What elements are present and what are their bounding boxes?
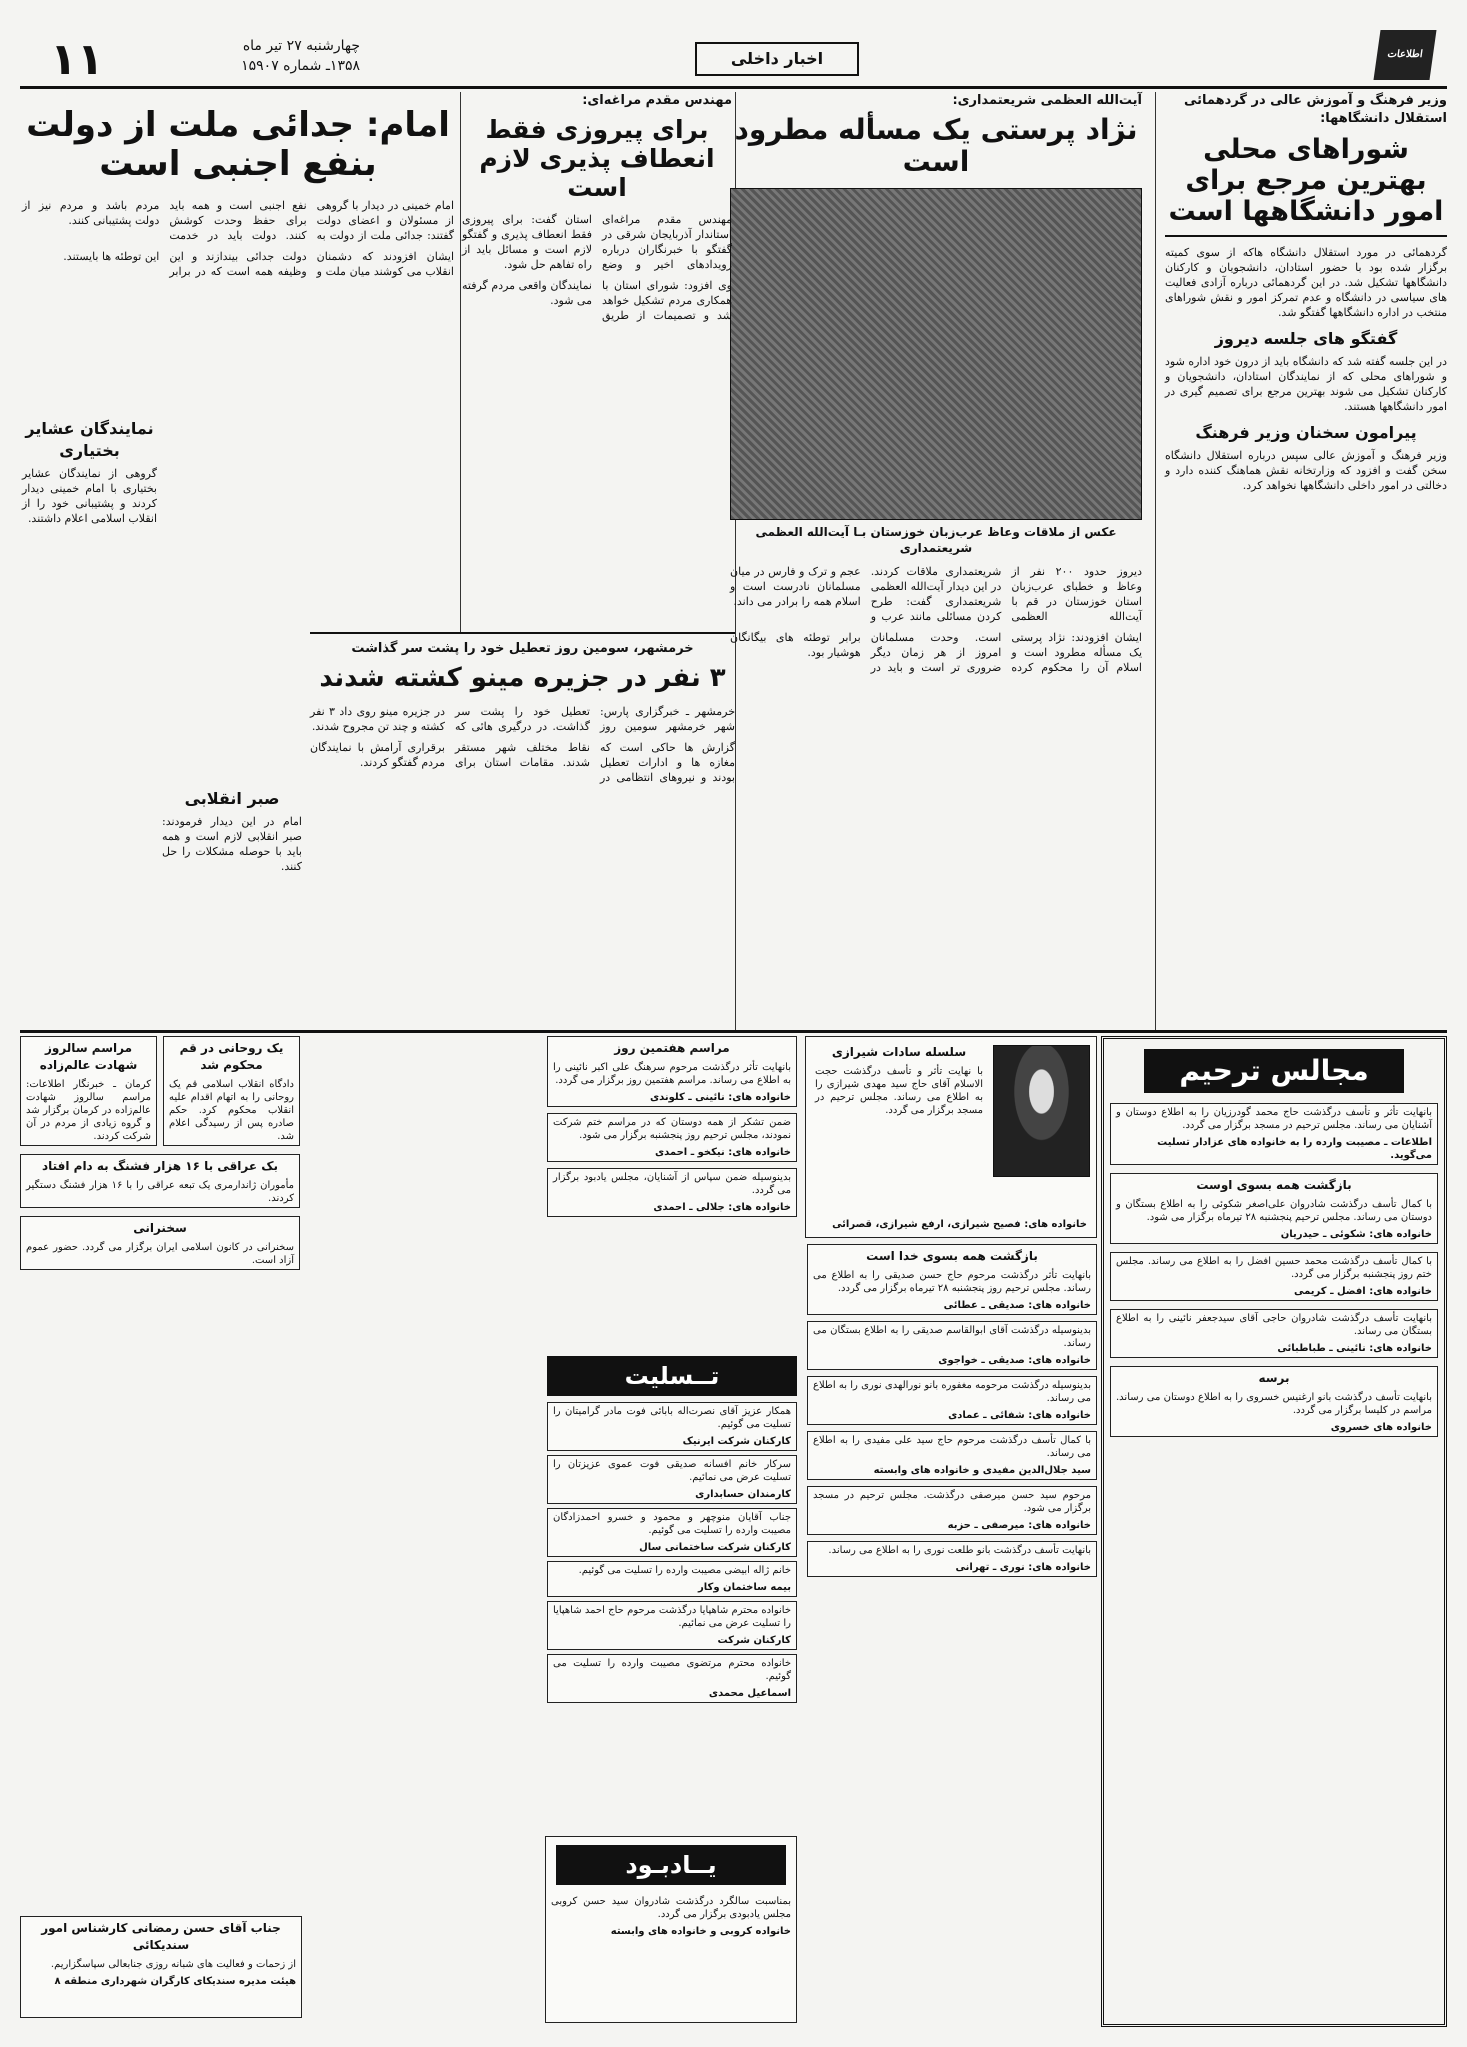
brief-body: مأموران ژاندارمری یک تبعه عراقی را با ۱۶ هزار فشنگ دستگیر کردند. (26, 1180, 294, 1204)
tasliyat-family: کارکنان شرکت ایرنیک (682, 1436, 791, 1447)
remembrance-text (546, 1893, 796, 1940)
tasliyat-item (547, 1455, 797, 1504)
tasliyat-block (547, 1356, 797, 1707)
memorial-family: خانواده های: جلالی ـ احمدی (653, 1202, 791, 1213)
article-headline: شوراهای محلی بهترین مرجع برای امور دانشگاهها است (1168, 134, 1444, 228)
notice-title: بازگشت همه بسوی خدا است (866, 1249, 1038, 1263)
notice-family: خانواده های: شفائی ـ عمادی (948, 1410, 1091, 1421)
column-rule (460, 92, 461, 632)
article-body: گروهی از نمایندگان عشایر بختیاری با امام خمینی دیدار کردند و پشتیبانی خود را از انقلاب اسلامی اعلام داشتند. (22, 467, 157, 525)
memorial-item (547, 1168, 797, 1217)
notice-item (807, 1376, 1097, 1425)
notice-family: خانواده های: نوری ـ تهرانی (955, 1562, 1091, 1573)
article-subhead: گفتگو های جلسه دیروز (1214, 329, 1398, 349)
memorial-body: ضمن تشکر از همه دوستان که در مراسم ختم شرکت نمودند، مجلس ترحیم روز پنجشنبه برگزار می شود. (553, 1117, 791, 1141)
tasliyat-item (547, 1601, 797, 1650)
condolence-body: بانهایت تأسف درگذشت شادروان حاجی آقای سیدجعفر نائینی را به اطلاع بستگان می رساند. (1116, 1313, 1432, 1337)
notice-body: بدینوسیله درگذشت مرحومه مغفوره بانو نورالهدی نوری را به اطلاع می رساند. (813, 1380, 1091, 1404)
memorial-family: خانواده های: نیکخو ـ احمدی (654, 1147, 791, 1158)
tasliyat-banner: تــسلیت (547, 1356, 797, 1396)
notice-item (807, 1431, 1097, 1480)
salroz-brief (20, 1036, 157, 1146)
tasliyat-family: بیمه ساختمان وکار (698, 1582, 791, 1593)
classifieds-area (20, 1036, 1447, 2027)
newspaper-logo: اطلاعات (1373, 30, 1436, 80)
notice-item (807, 1244, 1097, 1315)
tasliyat-item (547, 1508, 797, 1557)
brief-title: مراسم سالروز شهادت عالم‌زاده (39, 1041, 138, 1072)
masthead (20, 28, 1447, 89)
remembrance-family: خانواده کروبی و خانواده های وابسته (610, 1926, 791, 1937)
condolence-family: خانواده های خسروی (1330, 1422, 1432, 1433)
article-kicker: خرمشهر، سومین روز تعطیل خود را پشت سر گذاشت (351, 641, 694, 656)
article-headline: نژاد پرستی یک مسأله مطرود است (734, 113, 1138, 179)
tasliyat-family: کارمندان حسابداری (695, 1489, 791, 1500)
article-subhead: پیرامون سخنان وزیر فرهنگ (1195, 423, 1417, 443)
memorial-item (547, 1036, 797, 1107)
article-headline: برای پیروزی فقط انعطاف پذیری لازم است (479, 115, 715, 202)
middle-ads (807, 1244, 1097, 1583)
condolence-list (1110, 1103, 1438, 1445)
sadat-body: با نهایت تأثر و تأسف درگذشت حجت الاسلام آقای حاج سید مهدی شیرازی را به اطلاع می رساند. مجلس ترحیم در مسجد برگزار می گردد. (815, 1066, 983, 1116)
article-imam-patience (162, 780, 302, 874)
article-subhead: نمایندگان عشایر بختیاری (25, 419, 154, 460)
article-subhead: صبر انقلابی (184, 789, 280, 808)
ads-separator (20, 1030, 1447, 1033)
article-body: وی افزود: شورای استان با همکاری مردم تشکیل خواهد شد و تصمیمات از طریق نمایندگان واقعی مردم گرفته می شود. (462, 279, 732, 323)
condolence-body: با کمال تأسف درگذشت شادروان علی‌اصغر شکوئی را به اطلاع بستگان و دوستان می رساند. مجلس ترحیم پنجشنبه ۲۸ تیرماه برگزار می شود. (1116, 1199, 1433, 1223)
condolence-item (1110, 1103, 1438, 1165)
remembrance-ad (545, 1836, 797, 2023)
article-body: گردهمائی در مورد استقلال دانشگاه هاکه از سوی کمیته برگزار شده بود با حضور استادان، دانشجویان و کارکنان دانشگاهها تشکیل شد. در این گردهمائی درباره آزادی فعالیت های سیاسی در دانشگاه و عدم تمرکز امور و نقش شوراهای منتخب در اداره دانشگاهها گفتگو شد. (1165, 246, 1447, 320)
tasliyat-body: خانواده محترم شاهپایا درگذشت مرحوم حاج احمد شاهپایا را تسلیت عرض می نمائیم. (553, 1605, 791, 1629)
notice-body: بدینوسیله درگذشت آقای ابوالقاسم صدیقی را به اطلاع بستگان می رساند. (813, 1325, 1091, 1349)
article-body: گزارش ها حاکی است که مغازه ها و ادارات تعطیل بودند و نیروهای انتظامی در نقاط مختلف شهر مستقر شدند. مقامات استان برای برقراری آرامش با نمایندگان مردم گفتگو کردند. (310, 740, 735, 784)
condolence-banner: مجالس ترحیم (1144, 1049, 1404, 1093)
brief-body: دادگاه انقلاب اسلامی قم یک روحانی را به اتهام اقدام علیه انقلاب محکوم کرد. حکم صادره پس از رسیدگی اعلام شد. (169, 1079, 294, 1142)
article-imam-continued (22, 410, 157, 526)
condolence-item (1110, 1366, 1438, 1437)
memorial-title: مراسم هفتمین روز (614, 1041, 730, 1055)
notice-body: با کمال تأسف درگذشت مرحوم حاج سید علی مفیدی را به اطلاع می رساند. (813, 1435, 1091, 1459)
condolence-family: خانواده های: شکوئی ـ حیدریان (1280, 1229, 1432, 1240)
memorial-item (547, 1113, 797, 1162)
brief-title: بک عراقی با ۱۶ هزار فشنگ به دام افتاد (41, 1159, 279, 1173)
article-body: در این جلسه گفته شد که دانشگاه باید از درون خود اداره شود و شوراهای محلی که از نمایندگان استادان، دانشجویان و کارکنان تشکیل می شوند بهترین مرجع برای تصمیم گیری در امور دانشگاهها هستند. (1165, 355, 1447, 414)
sadat-ad (805, 1036, 1097, 1238)
notice-item (807, 1321, 1097, 1370)
article-khorramshahr (310, 640, 735, 785)
tasliyat-body: همکار عزیز آقای نصرت‌اله بابائی فوت مادر گرامیتان را تسلیت می گوئیم. (553, 1406, 791, 1430)
notice-family: خانواده های: میرصفی ـ حزبه (947, 1520, 1091, 1531)
tasliyat-family: کارکنان شرکت ساختمانی سال (639, 1542, 791, 1553)
photo-caption: عکس از ملاقات وعاظ عرب‌زبان خوزستان بـا آیت‌الله العظمی شریعتمداری (755, 525, 1117, 556)
article-imam (22, 92, 454, 279)
tasliyat-item (547, 1561, 797, 1597)
article-body: وزیر فرهنگ و آموزش عالی سپس درباره استقلال دانشگاه سخن گفت و افزود که وزارتخانه نقش هماهنگ کننده دارد و دخالتی در امور داخلی دانشگاهها نخواهد کرد. (1165, 449, 1447, 493)
condolence-item (1110, 1309, 1438, 1358)
issue-line: ۱۳۵۸ـ شماره ۱۵۹۰۷ (241, 58, 360, 74)
tasliyat-item (547, 1402, 797, 1451)
article-body: امام در این دیدار فرمودند: صبر انقلابی لازم است و همه باید با حوصله مشکلات را حل کنند. (162, 815, 302, 873)
brief-body: سخنرانی در کانون اسلامی ایران برگزار می گردد. حضور عموم آزاد است. (26, 1242, 294, 1266)
iraqi-brief (20, 1154, 300, 1208)
article-headline: ۳ نفر در جزیره مینو کشته شدند (319, 663, 726, 693)
article-kicker: وزیر فرهنگ و آموزش عالی در گردهمائی استقلال دانشگاهها: (1184, 93, 1447, 126)
article-body: ایشان افزودند: نژاد پرستی یک مسأله مطرود است و اسلام آن را محکوم کرده است. وحدت مسلمانان امروز از هر زمان دیگر ضروری تر است و باید در برابر توطئه های بیگانگان هوشیار بود. (730, 631, 1142, 675)
tasliyat-item (547, 1654, 797, 1703)
memorial-family: خانواده های: نائینی ـ کلوندی (649, 1092, 791, 1103)
column-rule (1155, 92, 1156, 1032)
notice-item (807, 1541, 1097, 1577)
appreciation-title: جناب آقای حسن رمضانی کارشناس امور سندیکائی (41, 1921, 281, 1952)
date-block (130, 36, 360, 76)
remembrance-body: بمناسبت سالگرد درگذشت شادروان سید حسن کروبی مجلس یادبودی برگزار می گردد. (551, 1896, 791, 1920)
appreciation-family: هیئت مدیره سندیکای کارگران شهرداری منطقه ۸ (54, 1976, 296, 1987)
date-line: چهارشنبه ۲۷ تیر ماه (242, 38, 360, 54)
appreciation-ad (20, 1916, 302, 2018)
brief-body: کرمان ـ خبرنگار اطلاعات: مراسم سالروز شهادت عالم‌زاده در کرمان برگزار شد و گروه زیادی از مردم در آن شرکت کردند. (26, 1079, 151, 1142)
condolence-body: بانهایت تأثر و تأسف درگذشت حاج محمد گودرزیان را به اطلاع دوستان و آشنایان می رساند. مجلس ترحیم در مسجد برگزار می گردد. (1116, 1107, 1432, 1131)
condolence-family: خانواده های: افضل ـ کریمی (1293, 1286, 1432, 1297)
tasliyat-body: سرکار خانم افسانه صدیقی فوت عموی عزیزتان را تسلیت عرض می نمائیم. (553, 1459, 791, 1483)
section-label: اخبار داخلی (695, 42, 859, 76)
condolence-family: اطلاعات ـ مصیبت وارده را به خانواده های عزادار تسلیت می‌گوید. (1157, 1137, 1432, 1161)
notice-family: خانواده های: صدیقی ـ عطائی (943, 1300, 1091, 1311)
notice-body: بانهایت تأسف درگذشت بانو طلعت نوری را به اطلاع می رساند. (828, 1545, 1091, 1556)
article-kicker: مهندس مقدم مراغه‌ای: (582, 93, 732, 108)
page-number: ۱۱ (50, 34, 104, 85)
article-education (1165, 92, 1447, 493)
article-headline: امام: جدائی ملت از دولت بنفع اجنبی است (26, 105, 450, 185)
condolence-frame (1101, 1036, 1447, 2027)
condolence-title: برسه (1258, 1371, 1290, 1385)
article-body: امام خمینی در دیدار با گروهی از مسئولان و اعضای دولت گفتند: جدائی ملت از دولت به نفع اجنبی است و همه باید برای حفظ وحدت کوشش کنند. دولت باید در خدمت مردم باشد و مردم نیز از دولت پشتیبانی کنند. (22, 199, 454, 243)
tasliyat-family: اسماعیل محمدی (708, 1688, 791, 1699)
sadat-family: خانواده های: فصیح شیرازی، ارفع شیرازی، قصرائی (832, 1219, 1087, 1230)
appreciation-body: از زحمات و فعالیت های شبانه روزی جنابعالی سپاسگزاریم. (50, 1959, 296, 1970)
condolence-item (1110, 1252, 1438, 1301)
tasliyat-body: خانم ژاله ابیضی مصیبت وارده را تسلیت می گوئیم. (578, 1565, 791, 1576)
article-body: مهندس مقدم مراغه‌ای استاندار آذربایجان شرقی در گفتگو با خبرنگاران درباره رویدادهای اخیر و وضع استان گفت: برای پیروزی فقط انعطاف پذیری و گفتگو لازم است و مسائل باید از راه تفاهم حل شود. (462, 213, 732, 272)
notice-body: بانهایت تأثر درگذشت مرحوم حاج حسن صدیقی را به اطلاع می رساند. مجلس ترحیم روز پنجشنبه ۲۸ تیرماه برگزار می گردد. (813, 1270, 1091, 1294)
sadat-text (810, 1041, 988, 1119)
notice-family: خانواده های: صدیقی ـ خواجوی (938, 1355, 1091, 1366)
cleric-sentence-brief (163, 1036, 300, 1146)
memorial-body: بدینوسیله ضمن سپاس از آشنایان، مجلس یادبود برگزار می گردد. (553, 1172, 791, 1196)
tasliyat-family: کارکنان شرکت (717, 1635, 791, 1646)
condolence-family: خانواده های: نائینی ـ طباطبائی (1277, 1343, 1432, 1354)
condolence-title: بازگشت همه بسوی اوست (1196, 1178, 1352, 1192)
sadat-title: سلسله سادات شیرازی (831, 1045, 967, 1059)
memorial-body: بانهایت تأثر درگذشت مرحوم سرهنگ علی اکبر نائینی را به اطلاع می رساند. مراسم هفتمین روز برگزار می گردد. (553, 1062, 791, 1086)
cleric-portrait (993, 1045, 1090, 1177)
speech-brief (20, 1216, 300, 1270)
briefs-row (20, 1036, 300, 1146)
meeting-photo (730, 188, 1142, 520)
tasliyat-body: جناب آقایان منوچهر و محمود و خسرو احمدزادگان مصیبت وارده را تسلیت می گوئیم. (553, 1512, 791, 1536)
brief-title: یک روحانی در قم محکوم شد (179, 1041, 284, 1072)
article-kicker: آیت‌الله العظمی شریعتمداری: (952, 93, 1142, 108)
remembrance-banner: یــادبـود (556, 1845, 786, 1885)
notice-family: سید جلال‌الدین مفیدی و خانواده های وابسته (873, 1465, 1091, 1476)
memorial-ads (547, 1036, 797, 1223)
section-rule (310, 632, 735, 634)
article-body: خرمشهر ـ خبرگزاری پارس: شهر خرمشهر سومین روز تعطیل خود را پشت سر گذاشت. در درگیری هائی که در جزیره مینو روی داد ۳ نفر کشته و چند تن مجروح شدند. (310, 704, 735, 733)
article-victory (462, 92, 732, 323)
condolence-item (1110, 1173, 1438, 1244)
article-racism (730, 92, 1142, 675)
condolence-body: با کمال تأسف درگذشت محمد حسین افضل را به اطلاع می رساند. مجلس ختم روز پنجشنبه برگزار می گردد. (1116, 1256, 1432, 1280)
notice-item (807, 1486, 1097, 1535)
condolence-body: بانهایت تأسف درگذشت بانو ارغنیس خسروی را به اطلاع دوستان می رساند. مراسم در کلیسا برگزار می گردد. (1116, 1392, 1432, 1416)
article-body: ایشان افزودند که دشمنان انقلاب می کوشند میان ملت و دولت جدائی بیندازند و این وظیفه همه است که در برابر این توطئه ها بایستند. (63, 250, 454, 279)
notice-body: مرحوم سید حسن میرصفی درگذشت. مجلس ترحیم در مسجد برگزار می شود. (813, 1490, 1091, 1514)
brief-title: سخنرانی (133, 1221, 187, 1235)
news-briefs (20, 1036, 300, 1270)
tasliyat-body: خانواده محترم مرتضوی مصیبت وارده را تسلیت می گوئیم. (553, 1658, 791, 1682)
article-body: دیروز حدود ۲۰۰ نفر از وعاظ و خطبای عرب‌زبان استان خوزستان در قم با آیت‌الله العظمی شریعتمداری ملاقات کردند. در این دیدار آیت‌الله العظمی شریعتمداری گفت: طرح کردن مسائلی مانند عرب و عجم و ترک و فارس در میان مسلمانان نادرست است و اسلام همه را برادر می داند. (730, 565, 1143, 624)
divider (1165, 235, 1447, 237)
